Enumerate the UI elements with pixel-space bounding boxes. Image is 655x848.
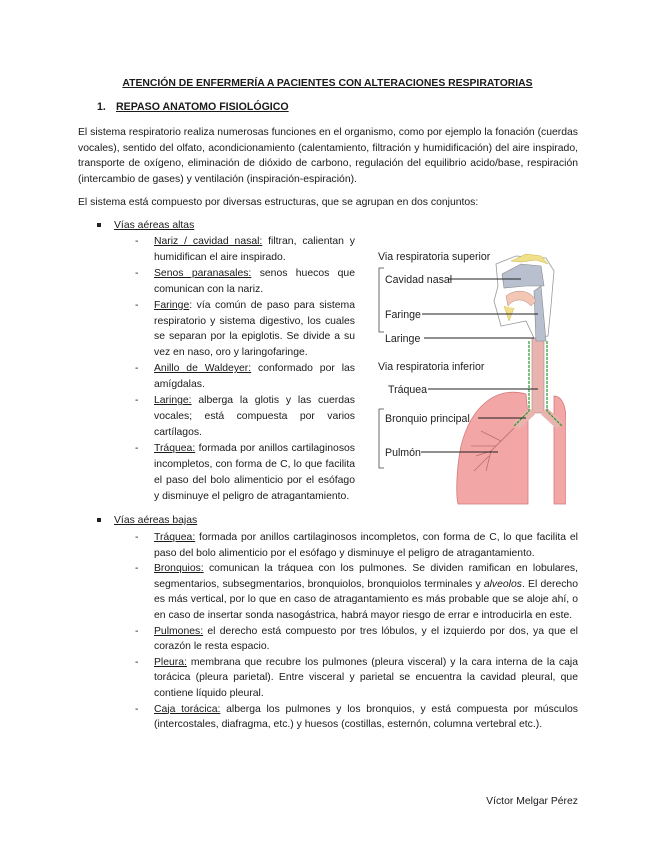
definition: filtran, calientan y humidifican el aire inspirado. — [154, 236, 355, 263]
term: Nariz / cavidad nasal: — [154, 236, 263, 247]
intro-paragraph: El sistema respiratorio realiza numerosas funciones en el organismo, como por ejemplo la fonación (cuerdas vocales), sentido del olfato, acondicionamiento (calentamiento, filtración y humidificación) del aire inspirado, transporte de oxígeno, eliminación de dióxido de carbono, regulación del equilibrio acido/base, respiración (intercambio de gases) y ventilación (inspiración-espiración). — [78, 127, 578, 185]
list-item — [135, 266, 355, 298]
label-nasal-cavity: Cavidad nasal — [385, 274, 453, 286]
document-title: ATENCIÓN DE ENFERMERÍA A PACIENTES CON ALTERACIONES RESPIRATORIAS — [122, 78, 533, 89]
dash-marker: - — [135, 267, 139, 279]
list-item — [135, 530, 578, 561]
definition: comunican la tráquea con los pulmones. Se dividen ramifican en lobulares, segmentarios, subsegmentarios, bronquiolos, bronquiolos terminales y — [154, 563, 578, 590]
list-item — [135, 393, 355, 441]
label-main-bronchus: Bronquio principal — [385, 413, 470, 425]
trachea-shape — [532, 338, 544, 413]
dash-marker: - — [135, 395, 139, 407]
list-item — [135, 361, 355, 393]
intro-paragraph-2: El sistema está compuesto por diversas estructuras, que se agrupan en dos conjuntos: — [78, 197, 479, 208]
definition: conformado por las amígdalas. — [154, 363, 355, 391]
right-lung-shape — [457, 392, 528, 504]
dash-marker: - — [135, 563, 139, 575]
left-lung-shape — [554, 396, 566, 504]
definition-cont: . El derecho es más vertical, por lo que en caso de atragantamiento es más probable que se aloje ahí, o en caso de insertar sonda nasogástrica, habrá mayor riesgo de errar e introducirla en este. — [154, 578, 578, 621]
list-item — [135, 624, 578, 655]
list-item — [135, 655, 578, 702]
section-number: 1. — [97, 101, 106, 113]
term: Tráquea: — [154, 442, 196, 454]
list-item — [135, 234, 355, 266]
term: Faringe — [154, 299, 190, 311]
term: Pulmones: — [154, 625, 204, 637]
label-larynx: Laringe — [385, 333, 421, 345]
lower-airways-list — [135, 530, 578, 733]
label-pharynx: Faringe — [385, 309, 421, 321]
dash-marker: - — [135, 532, 139, 543]
bullet-label: Vías aéreas altas — [114, 220, 195, 231]
bullet-lower-airways — [97, 515, 197, 526]
section-heading — [97, 101, 289, 113]
author-footer: Víctor Melgar Pérez — [486, 796, 578, 807]
label-lung: Pulmón — [385, 447, 421, 459]
lower-airway-title: Via respiratoria inferior — [378, 361, 485, 373]
term: Pleura: — [154, 656, 187, 668]
bullet-label: Vías aéreas bajas — [114, 515, 198, 526]
term: Tráquea: — [154, 532, 196, 543]
term: Caja torácica: — [154, 703, 221, 715]
dash-marker: - — [135, 656, 139, 668]
definition: alberga los pulmones y los bronquios, y está compuesta por músculos (intercostales, diafragma, etc.) y huesos (costillas, esternón, columna vertebral etc.). — [154, 703, 578, 731]
section-heading-text: REPASO ANATOMO FISIOLÓGICO — [116, 101, 289, 113]
definition: membrana que recubre los pulmones (pleura visceral) y la cara interna de la caja torácica (pleura parietal). Entre visceral y parietal se encuentra la cavidad pleural, que contiene líquido pleural. — [154, 656, 578, 699]
dash-marker: - — [135, 703, 139, 715]
list-item — [135, 702, 578, 733]
list-item — [135, 298, 355, 362]
upper-airway-title: Via respiratoria superior — [378, 251, 491, 263]
definition: senos huecos que comunican con la nariz. — [154, 267, 355, 295]
label-trachea: Tráquea — [388, 384, 428, 396]
definition: : vía común de paso para sistema respiratorio y sistema digestivo, los cuales se separan por la epiglotis. Se divide a su vez en naso, oro y laringofaringe. — [154, 299, 355, 359]
term: Laringe: — [154, 395, 192, 407]
term: Bronquios: — [154, 563, 204, 575]
bullet-square-icon — [97, 518, 101, 522]
dash-marker: - — [135, 236, 139, 247]
list-item — [135, 441, 355, 505]
bullet-square-icon — [97, 223, 101, 227]
bullet-upper-airways — [97, 220, 194, 231]
dash-marker: - — [135, 299, 139, 311]
definition: el derecho está compuesto por tres lóbulos, y el izquierdo por dos, ya que el corazón le resta espacio. — [154, 625, 578, 653]
term: Senos paranasales: — [154, 267, 252, 279]
respiratory-system-diagram — [376, 246, 566, 508]
dash-marker: - — [135, 442, 139, 454]
term: Anillo de Waldeyer: — [154, 363, 252, 375]
upper-airways-list — [135, 234, 355, 504]
dash-marker: - — [135, 363, 139, 375]
list-item — [135, 561, 578, 623]
dash-marker: - — [135, 625, 139, 637]
definition: alberga la glotis y las cuerdas vocales; está compuesta por varios cartílagos. — [154, 395, 355, 438]
definition: formada por anillos cartilaginosos incompletos, con forma de C, lo que facilita el paso del bolo alimenticio por el esófago y disminuye el peligro de atragantamiento. — [154, 442, 355, 502]
definition-italic: alveolos — [483, 578, 522, 590]
definition: formada por anillos cartilaginosos incompletos, con forma de C, lo que facilita el paso del bolo alimenticio por el esófago y disminuye el peligro de atragantamiento. — [154, 532, 578, 559]
